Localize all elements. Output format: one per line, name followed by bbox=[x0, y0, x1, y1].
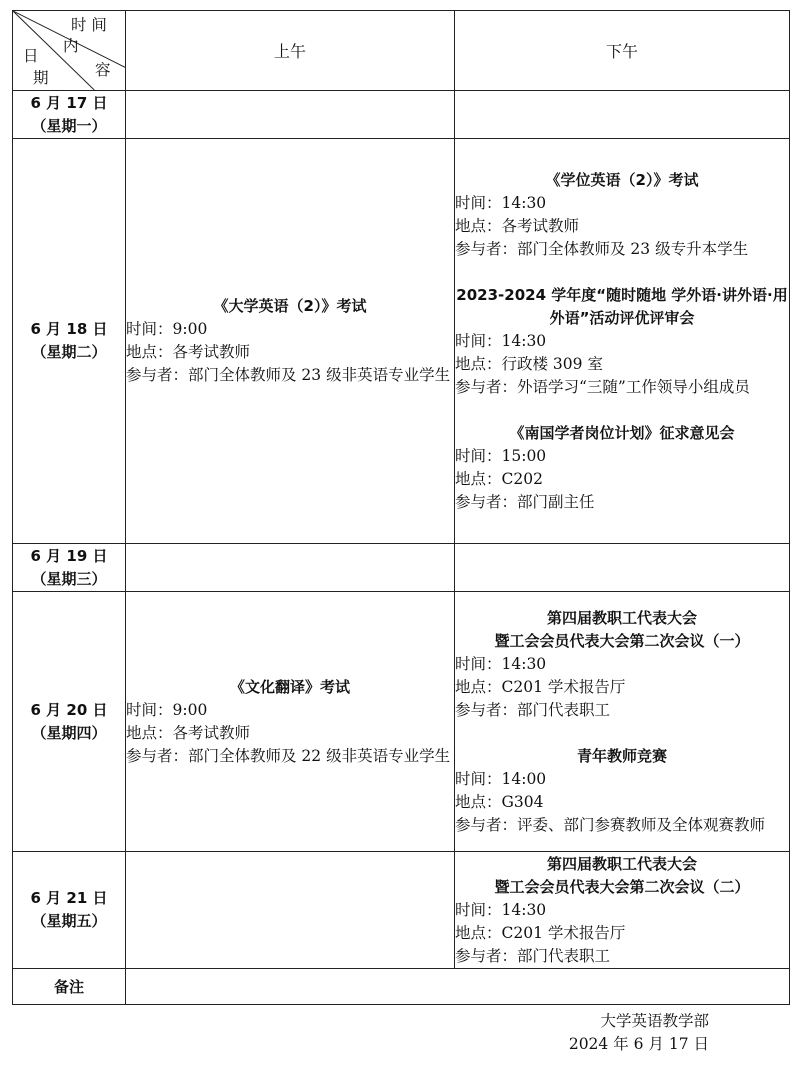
event-place: 地点：行政楼 309 室 bbox=[455, 354, 603, 373]
event-title: 2023-2024 学年度“随时随地 学外语·讲外语·用外语”活动评优评审会 bbox=[456, 285, 788, 327]
footer-date: 2024 年 6 月 17 日 bbox=[568, 1035, 709, 1053]
notes-row bbox=[13, 969, 790, 1005]
notes-label: 备注 bbox=[13, 969, 126, 1005]
afternoon-header: 下午 bbox=[455, 11, 790, 91]
diagonal-header-cell bbox=[13, 11, 126, 91]
header-content-label-1: 内 bbox=[63, 37, 79, 55]
event-title-line-2: 暨工会会员代表大会第二次会议（一） bbox=[494, 631, 750, 650]
header-time-label: 时 间 bbox=[71, 16, 107, 34]
weekday-text: （星期三） bbox=[31, 569, 107, 588]
date-cell bbox=[13, 139, 126, 544]
weekday-text: （星期五） bbox=[31, 912, 107, 930]
event-participants: 参与者：外语学习“三随”工作领导小组成员 bbox=[455, 377, 750, 396]
afternoon-cell bbox=[455, 91, 790, 139]
afternoon-cell bbox=[455, 852, 790, 969]
event-time: 时间：14:30 bbox=[455, 900, 547, 919]
event-time: 时间：14:00 bbox=[455, 769, 547, 788]
footer-signature bbox=[569, 1010, 709, 1056]
header-date-label-1: 日 bbox=[23, 47, 39, 65]
event-block bbox=[455, 169, 789, 261]
schedule-table bbox=[12, 10, 790, 1005]
table-row bbox=[13, 544, 790, 592]
event-time: 时间：15:00 bbox=[455, 446, 547, 465]
date-cell bbox=[13, 592, 126, 852]
footer-org: 大学英语教学部 bbox=[600, 1012, 709, 1030]
event-participants: 参与者：部门代表职工 bbox=[455, 946, 611, 965]
table-row bbox=[13, 592, 790, 852]
event-block bbox=[126, 676, 454, 768]
event-place: 地点：各考试教师 bbox=[455, 216, 580, 235]
morning-cell bbox=[126, 592, 455, 852]
event-place: 地点：各考试教师 bbox=[126, 723, 251, 742]
event-participants: 参与者：评委、部门参赛教师及全体观赛教师 bbox=[455, 815, 766, 834]
weekday-text: （星期四） bbox=[31, 723, 107, 742]
date-cell bbox=[13, 91, 126, 139]
event-participants: 参与者：部门全体教师及 23 级非英语专业学生 bbox=[126, 366, 451, 384]
weekday-text: （星期一） bbox=[31, 116, 107, 135]
event-place: 地点：C201 学术报告厅 bbox=[455, 923, 626, 942]
event-title-line-1: 第四届教职工代表大会 bbox=[546, 608, 697, 627]
header-content-label-2: 容 bbox=[95, 61, 111, 79]
event-place: 地点：C201 学术报告厅 bbox=[455, 677, 626, 696]
event-block bbox=[455, 853, 789, 968]
event-time: 时间：14:30 bbox=[455, 193, 547, 212]
event-title: 《大学英语（2）》考试 bbox=[213, 297, 367, 315]
event-participants: 参与者：部门副主任 bbox=[455, 492, 595, 511]
event-title-line-1: 第四届教职工代表大会 bbox=[546, 854, 697, 873]
event-place: 地点：C202 bbox=[455, 469, 543, 488]
event-time: 时间：14:30 bbox=[455, 654, 547, 673]
afternoon-cell bbox=[455, 544, 790, 592]
event-participants: 参与者：部门全体教师及 23 级专升本学生 bbox=[455, 239, 749, 258]
notes-cell bbox=[126, 969, 790, 1005]
morning-cell bbox=[126, 91, 455, 139]
date-text: 6 月 21 日 bbox=[30, 889, 108, 907]
header-row bbox=[13, 11, 790, 91]
morning-cell bbox=[126, 139, 455, 544]
date-text: 6 月 20 日 bbox=[30, 700, 108, 719]
event-time: 时间：9:00 bbox=[126, 320, 208, 338]
date-cell bbox=[13, 852, 126, 969]
event-time: 时间：14:30 bbox=[455, 331, 547, 350]
table-row bbox=[13, 852, 790, 969]
event-title: 《南国学者岗位计划》征求意见会 bbox=[509, 423, 735, 442]
date-text: 6 月 18 日 bbox=[30, 320, 108, 338]
event-block bbox=[455, 422, 789, 514]
afternoon-cell bbox=[455, 139, 790, 544]
event-time: 时间：9:00 bbox=[126, 700, 208, 719]
header-date-label-2: 期 bbox=[33, 69, 49, 87]
weekday-text: （星期二） bbox=[31, 343, 107, 361]
event-block bbox=[455, 284, 789, 399]
date-cell bbox=[13, 544, 126, 592]
event-participants: 参与者：部门代表职工 bbox=[455, 700, 611, 719]
date-text: 6 月 17 日 bbox=[30, 93, 108, 112]
event-block bbox=[126, 295, 454, 387]
afternoon-cell bbox=[455, 592, 790, 852]
table-row bbox=[13, 91, 790, 139]
morning-cell bbox=[126, 544, 455, 592]
event-participants: 参与者：部门全体教师及 22 级非英语专业学生 bbox=[126, 746, 451, 765]
event-title: 《学位英语（2）》考试 bbox=[545, 170, 699, 189]
event-block bbox=[455, 607, 789, 722]
morning-header: 上午 bbox=[126, 11, 455, 91]
event-block bbox=[455, 745, 789, 837]
table-row bbox=[13, 139, 790, 544]
morning-cell bbox=[126, 852, 455, 969]
date-text: 6 月 19 日 bbox=[30, 546, 108, 565]
event-title: 青年教师竞赛 bbox=[576, 746, 667, 765]
event-place: 地点：各考试教师 bbox=[126, 343, 251, 361]
event-title: 《文化翻译》考试 bbox=[229, 677, 350, 696]
event-title-line-2: 暨工会会员代表大会第二次会议（二） bbox=[494, 877, 750, 896]
event-place: 地点：G304 bbox=[455, 792, 544, 811]
